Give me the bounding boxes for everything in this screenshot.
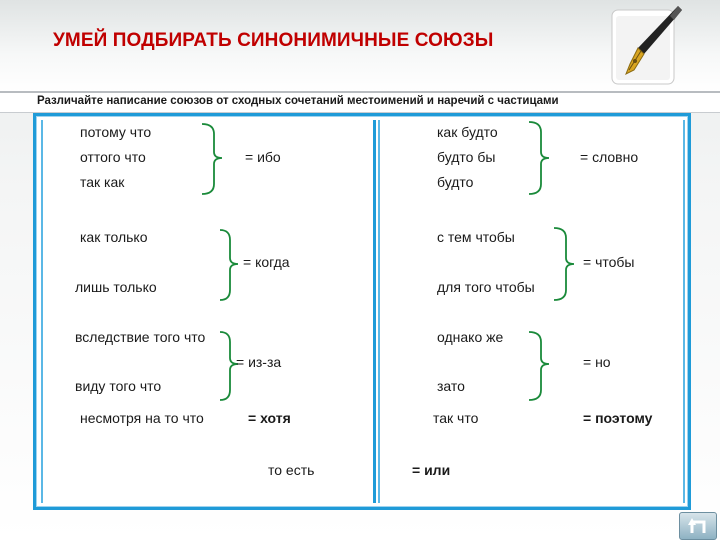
list-item: будто бы [437,149,496,165]
list-item: как будто [437,124,498,140]
list-item: лишь только [75,279,157,295]
fountain-pen-icon [608,4,684,88]
page-title: УМЕЙ ПОДБИРАТЬ СИНОНИМИЧНЫЕ СОЮЗЫ [53,30,494,51]
result-label: = ибо [245,149,281,165]
list-item: виду того что [75,378,162,394]
brace-right-1 [527,120,557,198]
list-item: оттого что [80,149,146,165]
list-item: зато [437,378,465,394]
result-label: = поэтому [583,410,653,426]
result-label: = или [412,462,451,478]
result-label: = хотя [248,410,291,426]
column-divider-inner [378,120,380,503]
list-item: несмотря на то что [80,410,204,426]
list-item: потому что [80,124,152,140]
list-item: вследствие того что [75,329,206,345]
right-inner-border [683,120,685,503]
list-item: с тем чтобы [437,229,515,245]
brace-right-2 [552,226,582,304]
return-arrow-icon [680,513,716,539]
return-button[interactable] [679,512,717,540]
brace-right-3 [527,330,557,404]
brace-left-2 [218,228,246,304]
result-label: = когда [243,254,290,270]
list-item: однако же [437,329,504,345]
result-label: = но [583,354,611,370]
list-item: так как [80,174,125,190]
synonym-table [33,113,691,510]
brace-left-1 [200,122,230,196]
list-item: как только [80,229,148,245]
list-item: то есть [268,462,315,478]
result-label: = из-за [236,354,282,370]
list-item: для того чтобы [437,279,535,295]
result-label: = чтобы [583,254,635,270]
list-item: будто [437,174,474,190]
result-label: = словно [580,149,639,165]
column-divider [373,120,376,503]
subtitle: Различайте написание союзов от сходных сочетаний местоимений и наречий с частицами [37,95,559,107]
left-inner-border [41,120,43,503]
list-item: так что [433,410,479,426]
